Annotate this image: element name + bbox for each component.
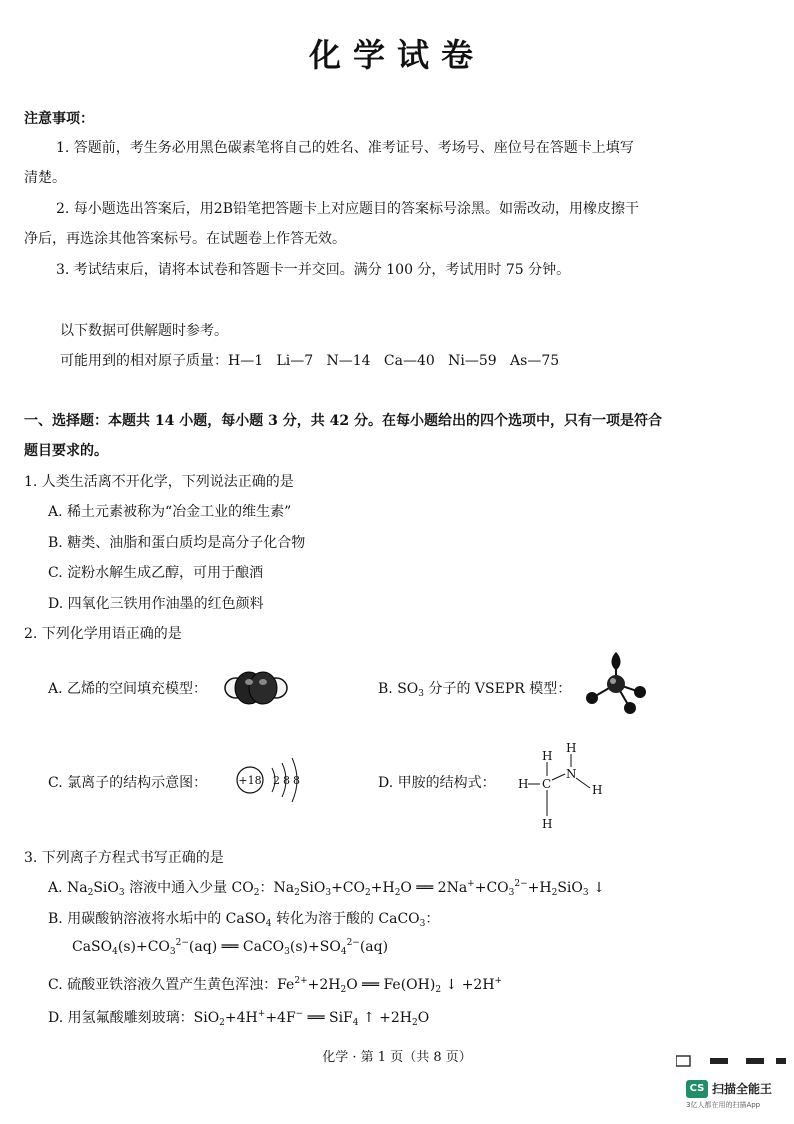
q3-option-a: A. $Na_2SiO_3$ 溶液中通入少量 $CO_2$：$Na_2SiO_3+CO_2+H_2O$ ══ $2Na^++CO_3^{2-}+H_2SiO_3$ ↓ [48,879,605,898]
camscanner-name: 扫描全能王 [712,1082,773,1096]
section-heading-line-2: 题目要求的。 [24,443,108,459]
page-title: 化学试卷 [308,36,485,74]
carbon-atom: C [542,777,552,791]
reference-intro: 以下数据可供解题时参考。 [60,323,228,339]
page-footer: 化学 · 第 1 页（共 8 页） [322,1050,472,1065]
ethylene-space-filling-model [222,668,290,708]
camscanner-logo: CS [686,1080,708,1098]
q3-stem: 3. 下列离子方程式书写正确的是 [24,850,224,866]
h-right: H [592,783,603,797]
q1-option-d: D. 四氧化三铁用作油墨的红色颜料 [48,596,264,612]
h-left: H [518,777,529,791]
methylamine-structural-formula [512,740,612,832]
q2-option-b: B. $SO_3$ 分子的 VSEPR 模型： [378,681,572,699]
shell-3-electrons: 8 [293,774,300,787]
note-1-line-1: 1. 答题前，考生务必用黑色碳素笔将自己的姓名、准考证号、考场号、座位号在答题卡上填写 [56,140,634,156]
note-1-line-2: 清楚。 [24,170,66,186]
q2-option-c: C. 氯离子的结构示意图： [48,775,208,791]
chloride-ion-structure-diagram [232,756,308,804]
q3-option-b-equation: $CaSO_4(s)+CO_3^{2-}(aq)$ ══ $CaCO_3(s)+SO_4^{2-}(aq)$ [72,938,389,957]
note-2-line-2: 净后，再选涂其他答案标号。在试题卷上作答无效。 [24,231,346,247]
note-3: 3. 考试结束后，请将本试卷和答题卡一并交回。满分 100 分，考试用时 75 分钟。 [56,262,571,278]
q1-option-b: B. 糖类、油脂和蛋白质均是高分子化合物 [48,535,306,551]
h-bottom: H [542,817,553,831]
q2-option-d: D. 甲胺的结构式： [378,775,496,791]
note-2-line-1: 2. 每小题选出答案后，用2B铅笔把答题卡上对应题目的答案标号涂黑。如需改动，用橡皮擦干 [56,201,640,217]
section-heading-line-1: 一、选择题：本题共 14 小题，每小题 3 分，共 42 分。在每小题给出的四个选项中，只有一项是符合 [24,413,662,429]
camscanner-tagline: 3亿人都在用的扫描App [686,1101,761,1109]
q1-option-c: C. 淀粉水解生成乙醇，可用于酿酒 [48,565,264,581]
shell-1-electrons: 2 [273,774,280,787]
nucleus-charge: +18 [238,774,262,787]
q3-option-c: C. 硫酸亚铁溶液久置产生黄色浑浊：$Fe^{2+}+2H_2O$ ══ $Fe(OH)_2$ ↓ +2H+ [48,976,503,995]
h-top-n: H [566,741,577,755]
h-top-c: H [542,749,553,763]
q3-option-d: D. 用氢氟酸雕刻玻璃：SiO$_2$+4H++4F− ══ SiF$_4$ ↑ $+2H_2O$ [48,1009,430,1028]
q2-option-a: A. 乙烯的空间填充模型： [48,681,208,697]
q2-stem: 2. 下列化学用语正确的是 [24,626,182,642]
q1-option-a: A. 稀土元素被称为“冶金工业的维生素” [48,504,292,520]
so3-vsepr-model [580,648,652,718]
scan-edge-marks [676,1054,786,1068]
nitrogen-atom: N [566,767,577,781]
q3-option-b-line-1: B. 用碳酸钠溶液将水垢中的 CaSO$_4$ 转化为溶于酸的 CaCO$_3$： [48,911,440,929]
shell-2-electrons: 8 [283,774,290,787]
atomic-masses: 可能用到的相对原子质量：H—1 Li—7 N—14 Ca—40 Ni—59 As—75 [60,353,560,369]
notes-heading: 注意事项： [24,111,94,127]
q1-stem: 1. 人类生活离不开化学，下列说法正确的是 [24,474,294,490]
